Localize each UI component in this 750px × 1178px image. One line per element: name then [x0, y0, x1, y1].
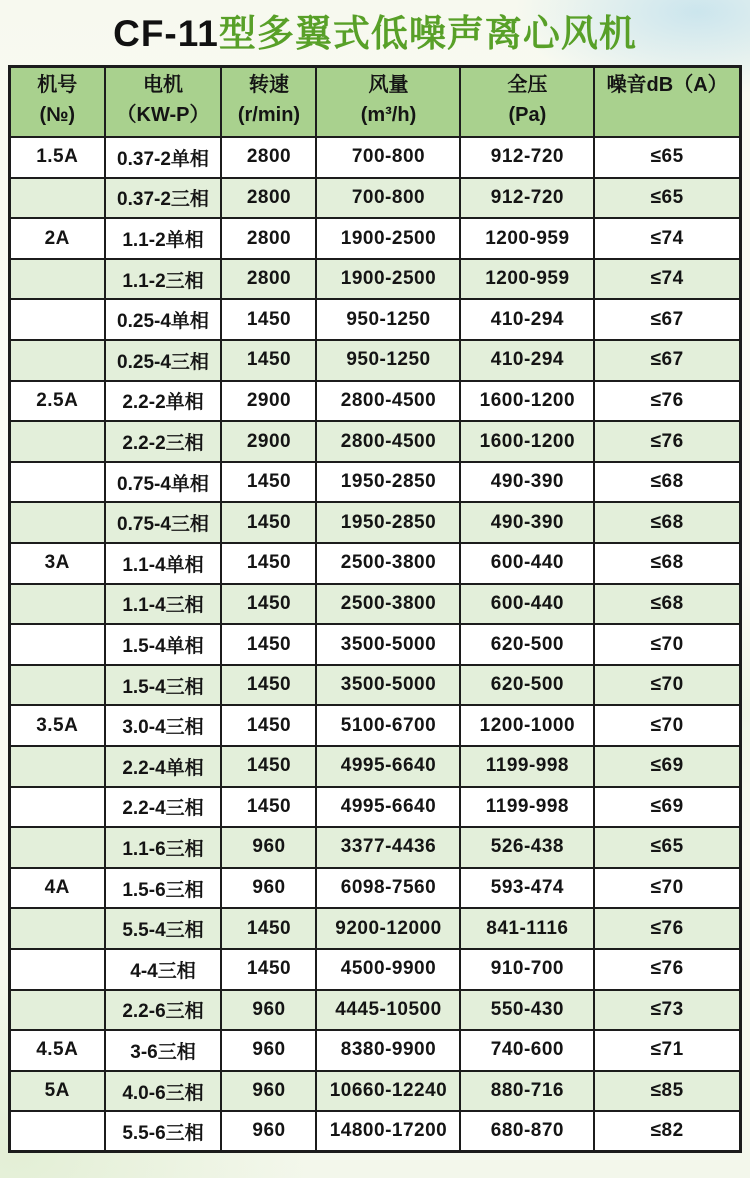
cell-model: 4A: [10, 868, 105, 909]
cell-speed: 1450: [221, 299, 316, 340]
cell-model: [10, 299, 105, 340]
cell-noise: ≤76: [594, 421, 740, 462]
cell-airflow: 2500-3800: [316, 543, 460, 584]
cell-model: 2.5A: [10, 381, 105, 422]
cell-airflow: 1900-2500: [316, 218, 460, 259]
cell-noise: ≤68: [594, 502, 740, 543]
table-row: [10, 787, 741, 828]
cell-motor: 2.2-4单相: [105, 746, 222, 787]
cell-motor: 1.1-6三相: [105, 827, 222, 868]
cell-airflow: 4995-6640: [316, 746, 460, 787]
cell-pressure: 1600-1200: [460, 421, 594, 462]
cell-motor: 0.75-4单相: [105, 462, 222, 503]
cell-noise: ≤82: [594, 1111, 740, 1152]
cell-pressure: 600-440: [460, 543, 594, 584]
cell-speed: 1450: [221, 787, 316, 828]
cell-airflow: 5100-6700: [316, 705, 460, 746]
cell-motor: 1.5-4三相: [105, 665, 222, 706]
cell-noise: ≤69: [594, 746, 740, 787]
cell-motor: 2.2-2单相: [105, 381, 222, 422]
table-row: [10, 949, 741, 990]
cell-airflow: 2800-4500: [316, 421, 460, 462]
col-header-model-line2: (№): [39, 104, 76, 127]
col-header-airflow-line2: (m³/h): [360, 104, 417, 127]
col-header-pressure-line2: (Pa): [508, 104, 547, 127]
cell-motor: 2.2-2三相: [105, 421, 222, 462]
cell-speed: 2800: [221, 259, 316, 300]
cell-noise: ≤65: [594, 827, 740, 868]
cell-airflow: 2800-4500: [316, 381, 460, 422]
spec-table-body: [10, 137, 741, 1152]
table-row: [10, 705, 741, 746]
table-row: [10, 421, 741, 462]
cell-speed: 2800: [221, 218, 316, 259]
col-header-noise: [594, 67, 740, 138]
cell-speed: 960: [221, 868, 316, 909]
cell-speed: 1450: [221, 746, 316, 787]
table-row: [10, 868, 741, 909]
cell-motor: 2.2-6三相: [105, 990, 222, 1031]
table-row: [10, 665, 741, 706]
cell-pressure: 912-720: [460, 137, 594, 178]
cell-pressure: 910-700: [460, 949, 594, 990]
cell-noise: ≤65: [594, 137, 740, 178]
cell-noise: ≤74: [594, 218, 740, 259]
cell-airflow: 2500-3800: [316, 584, 460, 625]
cell-pressure: 1200-959: [460, 259, 594, 300]
cell-motor: 1.5-6三相: [105, 868, 222, 909]
cell-pressure: 680-870: [460, 1111, 594, 1152]
cell-speed: 1450: [221, 908, 316, 949]
col-header-noise-line1: 噪音dB（A）: [606, 74, 728, 97]
cell-noise: ≤68: [594, 543, 740, 584]
cell-pressure: 1199-998: [460, 746, 594, 787]
cell-speed: 960: [221, 827, 316, 868]
cell-noise: ≤71: [594, 1030, 740, 1071]
table-row: [10, 746, 741, 787]
cell-noise: ≤68: [594, 462, 740, 503]
cell-noise: ≤70: [594, 665, 740, 706]
cell-motor: 1.1-2三相: [105, 259, 222, 300]
cell-pressure: 600-440: [460, 584, 594, 625]
cell-pressure: 912-720: [460, 178, 594, 219]
col-header-noise-line2: [595, 100, 739, 130]
cell-noise: ≤76: [594, 381, 740, 422]
cell-motor: 2.2-4三相: [105, 787, 222, 828]
table-row: [10, 340, 741, 381]
cell-model: 5A: [10, 1071, 105, 1112]
cell-airflow: 3500-5000: [316, 665, 460, 706]
col-header-motor: [105, 67, 222, 138]
cell-speed: 1450: [221, 705, 316, 746]
cell-model: [10, 949, 105, 990]
cell-airflow: 3377-4436: [316, 827, 460, 868]
cell-noise: ≤67: [594, 340, 740, 381]
cell-airflow: 1950-2850: [316, 462, 460, 503]
table-row: [10, 299, 741, 340]
table-row: [10, 1111, 741, 1152]
cell-model: [10, 340, 105, 381]
cell-model: [10, 421, 105, 462]
page-title: [0, 0, 750, 58]
cell-pressure: 1199-998: [460, 787, 594, 828]
cell-speed: 960: [221, 1111, 316, 1152]
cell-airflow: 9200-12000: [316, 908, 460, 949]
cell-noise: ≤73: [594, 990, 740, 1031]
col-header-pressure: [460, 67, 594, 138]
table-row: [10, 462, 741, 503]
cell-pressure: 1200-959: [460, 218, 594, 259]
cell-speed: 2800: [221, 137, 316, 178]
cell-model: [10, 990, 105, 1031]
cell-speed: 2800: [221, 178, 316, 219]
cell-pressure: 880-716: [460, 1071, 594, 1112]
cell-pressure: 841-1116: [460, 908, 594, 949]
cell-speed: 1450: [221, 584, 316, 625]
cell-airflow: 4995-6640: [316, 787, 460, 828]
cell-pressure: 593-474: [460, 868, 594, 909]
cell-model: 3A: [10, 543, 105, 584]
cell-airflow: 1950-2850: [316, 502, 460, 543]
cell-pressure: 1200-1000: [460, 705, 594, 746]
cell-pressure: 1600-1200: [460, 381, 594, 422]
cell-airflow: 4500-9900: [316, 949, 460, 990]
cell-noise: ≤76: [594, 949, 740, 990]
cell-noise: ≤70: [594, 705, 740, 746]
cell-pressure: 620-500: [460, 624, 594, 665]
col-header-model-line1: 机号: [37, 74, 78, 97]
col-header-speed-line1: 转速: [248, 74, 289, 97]
cell-noise: ≤85: [594, 1071, 740, 1112]
fan-spec-table: [8, 65, 742, 1153]
cell-motor: 0.37-2三相: [105, 178, 222, 219]
table-row: [10, 990, 741, 1031]
page-title-model: CF-11: [113, 13, 219, 54]
cell-motor: 3-6三相: [105, 1030, 222, 1071]
cell-model: [10, 502, 105, 543]
cell-pressure: 410-294: [460, 299, 594, 340]
header-row: [10, 67, 741, 138]
cell-model: 1.5A: [10, 137, 105, 178]
cell-airflow: 3500-5000: [316, 624, 460, 665]
cell-noise: ≤74: [594, 259, 740, 300]
cell-model: [10, 1111, 105, 1152]
cell-speed: 960: [221, 1030, 316, 1071]
col-header-motor-line2: （KW-P）: [116, 104, 210, 127]
cell-noise: ≤68: [594, 584, 740, 625]
table-row: [10, 624, 741, 665]
cell-pressure: 740-600: [460, 1030, 594, 1071]
cell-model: [10, 178, 105, 219]
cell-model: [10, 462, 105, 503]
cell-airflow: 14800-17200: [316, 1111, 460, 1152]
table-row: [10, 584, 741, 625]
col-header-pressure-line1: 全压: [507, 74, 548, 97]
cell-model: [10, 827, 105, 868]
cell-motor: 1.1-4三相: [105, 584, 222, 625]
table-row: [10, 502, 741, 543]
cell-speed: 1450: [221, 462, 316, 503]
cell-model: 4.5A: [10, 1030, 105, 1071]
cell-pressure: 550-430: [460, 990, 594, 1031]
table-row: [10, 381, 741, 422]
col-header-motor-line1: 电机: [142, 74, 183, 97]
cell-motor: 0.25-4三相: [105, 340, 222, 381]
cell-motor: 1.1-2单相: [105, 218, 222, 259]
cell-model: [10, 259, 105, 300]
cell-airflow: 700-800: [316, 178, 460, 219]
col-header-model: [10, 67, 105, 138]
col-header-airflow-line1: 风量: [368, 74, 409, 97]
cell-noise: ≤69: [594, 787, 740, 828]
cell-speed: 960: [221, 1071, 316, 1112]
cell-motor: 1.1-4单相: [105, 543, 222, 584]
cell-model: [10, 746, 105, 787]
cell-speed: 1450: [221, 665, 316, 706]
cell-airflow: 4445-10500: [316, 990, 460, 1031]
table-row: [10, 259, 741, 300]
cell-pressure: 526-438: [460, 827, 594, 868]
cell-motor: 0.37-2单相: [105, 137, 222, 178]
cell-model: 2A: [10, 218, 105, 259]
cell-noise: ≤65: [594, 178, 740, 219]
cell-airflow: 8380-9900: [316, 1030, 460, 1071]
col-header-speed-line2: (r/min): [237, 104, 301, 127]
cell-motor: 4.0-6三相: [105, 1071, 222, 1112]
cell-motor: 0.25-4单相: [105, 299, 222, 340]
table-row: [10, 908, 741, 949]
cell-pressure: 490-390: [460, 502, 594, 543]
cell-noise: ≤76: [594, 908, 740, 949]
cell-airflow: 1900-2500: [316, 259, 460, 300]
cell-airflow: 950-1250: [316, 299, 460, 340]
cell-motor: 5.5-6三相: [105, 1111, 222, 1152]
cell-pressure: 410-294: [460, 340, 594, 381]
cell-model: 3.5A: [10, 705, 105, 746]
cell-noise: ≤70: [594, 624, 740, 665]
cell-motor: 3.0-4三相: [105, 705, 222, 746]
cell-speed: 2900: [221, 381, 316, 422]
table-row: [10, 218, 741, 259]
table-row: [10, 827, 741, 868]
cell-pressure: 620-500: [460, 665, 594, 706]
col-header-airflow: [316, 67, 460, 138]
cell-speed: 1450: [221, 502, 316, 543]
cell-speed: 1450: [221, 624, 316, 665]
cell-speed: 2900: [221, 421, 316, 462]
table-row: [10, 1030, 741, 1071]
cell-airflow: 700-800: [316, 137, 460, 178]
cell-speed: 960: [221, 990, 316, 1031]
table-row: [10, 137, 741, 178]
table-row: [10, 1071, 741, 1112]
cell-airflow: 6098-7560: [316, 868, 460, 909]
cell-model: [10, 584, 105, 625]
cell-motor: 0.75-4三相: [105, 502, 222, 543]
cell-model: [10, 908, 105, 949]
cell-motor: 1.5-4单相: [105, 624, 222, 665]
cell-motor: 4-4三相: [105, 949, 222, 990]
col-header-speed: [221, 67, 316, 138]
cell-noise: ≤67: [594, 299, 740, 340]
cell-pressure: 490-390: [460, 462, 594, 503]
cell-model: [10, 787, 105, 828]
cell-motor: 5.5-4三相: [105, 908, 222, 949]
table-row: [10, 543, 741, 584]
cell-airflow: 950-1250: [316, 340, 460, 381]
cell-airflow: 10660-12240: [316, 1071, 460, 1112]
cell-speed: 1450: [221, 340, 316, 381]
cell-model: [10, 624, 105, 665]
table-row: [10, 178, 741, 219]
cell-model: [10, 665, 105, 706]
page-title-name: 型多翼式低噪声离心风机: [218, 13, 637, 54]
cell-speed: 1450: [221, 949, 316, 990]
cell-noise: ≤70: [594, 868, 740, 909]
cell-speed: 1450: [221, 543, 316, 584]
